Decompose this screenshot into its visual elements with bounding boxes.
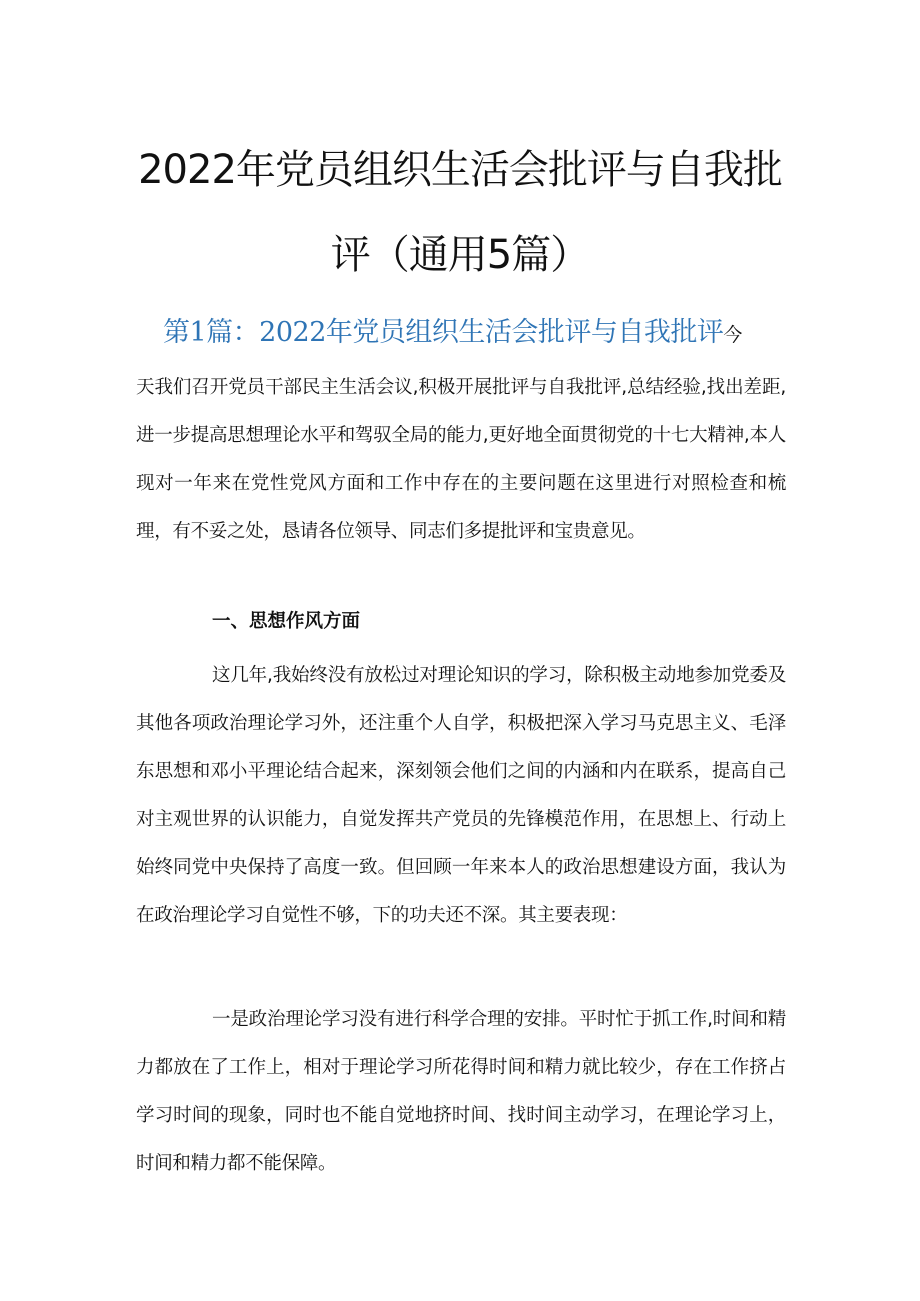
chapter-heading-line	[163, 317, 803, 349]
body-paragraph-1: 这几年,我始终没有放松过对理论知识的学习，除积极主动地参加党委及其他各项政治理论学习外，还注重个人自学，积极把深入学习马克思主义、毛泽东思想和邓小平理论结合起来，深刻领会他们之间的内涵和内在联系，提高自己对主观世界的认识能力，自觉发挥共产党员的先锋模范作用，在思想上、行动上始终同党中央保持了高度一致。但回顾一年来本人的政治思想建设方面，我认为在政治理论学习自觉性不够，下的功夫还不深。其主要表现：	[136, 665, 786, 926]
section-heading: 一、思想作风方面	[212, 611, 361, 632]
body-paragraph-2: 一是政治理论学习没有进行科学合理的安排。平时忙于抓工作,时间和精力都放在了工作上，相对于理论学习所花得时间和精力就比较少，存在工作挤占学习时间的现象，同时也不能自觉地挤时间、找时间主动学习，在理论学习上，时间和精力都不能保障。	[136, 1009, 786, 1174]
chapter-heading: 第1篇：2022年党员组织生活会批评与自我批评	[163, 317, 724, 348]
intro-paragraph: 天我们召开党员干部民主生活会议,积极开展批评与自我批评,总结经验,找出差距,进一步提高思想理论水平和驾驭全局的能力,更好地全面贯彻党的十七大精神,本人现对一年来在党性党风方面和工作中存在的主要问题在这里进行对照检查和梳理，有不妥之处，恳请各位领导、同志们多提批评和宝贵意见。	[136, 377, 786, 542]
document-title-line-2: 评（通用5篇）	[330, 232, 590, 278]
document-title-line-1: 2022年党员组织生活会批评与自我批	[138, 147, 782, 193]
chapter-heading-tail: 今	[723, 324, 742, 346]
